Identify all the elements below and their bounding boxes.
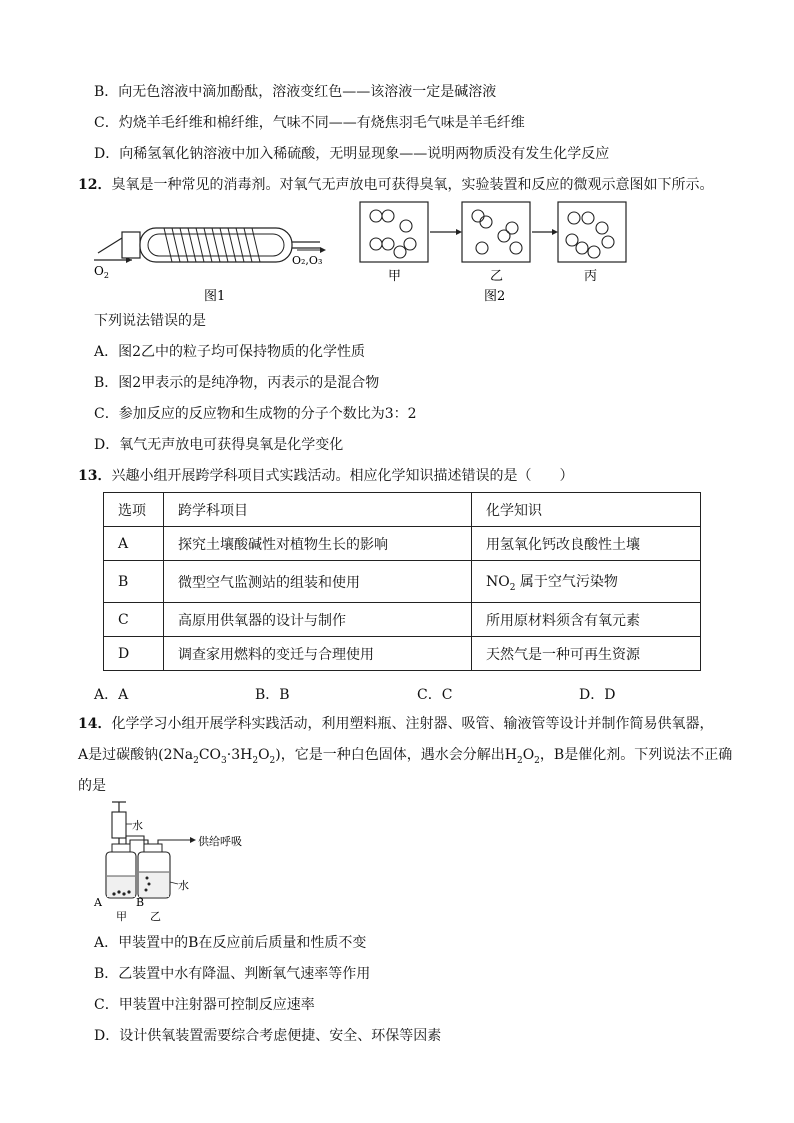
- q12-fig1-inlet-label: $O_2$: [94, 264, 109, 280]
- q13-option-c: C．C: [417, 687, 453, 703]
- table-cell-knowledge: $NO_2$ 属于空气污染物: [472, 561, 701, 603]
- table-cell-project: 高原用供氧器的设计与制作: [164, 603, 472, 637]
- q13-stem: 兴趣小组开展跨学科项目式实践活动。相应化学知识描述错误的是（ ）: [111, 468, 574, 484]
- table-header: 跨学科项目: [164, 493, 472, 527]
- q14-stem-line-1: [78, 714, 713, 734]
- table-cell-option: B: [104, 561, 164, 603]
- q14-option-c: C．甲装置中注射器可控制反应速率: [94, 997, 315, 1013]
- q12-option-a: A．图2乙中的粒子均可保持物质的化学性质: [94, 344, 366, 360]
- table-cell-option: A: [104, 527, 164, 561]
- q13-stem-line: [78, 466, 573, 486]
- q14-stem-line-3: 的是: [78, 778, 106, 794]
- q14-fig-label-yi: 乙: [150, 910, 161, 923]
- q12-fig2-label-yi: 乙: [490, 269, 504, 284]
- q12-fig2-caption: 图2: [484, 289, 506, 304]
- q12-option-b: B．图2甲表示的是纯净物，丙表示的是混合物: [94, 375, 380, 391]
- table-cell-option: C: [104, 603, 164, 637]
- q14-fig-water-right: 水: [178, 879, 189, 892]
- q13-number: 13．: [78, 468, 112, 484]
- q14-stem-line-2: A是过碳酸钠$(2Na_2CO_3\cdot 3H_2O_2)$，它是一种白色固体，遇水会分解出$H_2O_2$，B是催化剂。下列说法不正确: [78, 747, 733, 766]
- table-cell-project: 微型空气监测站的组装和使用: [164, 561, 472, 603]
- table-cell-knowledge: 天然气是一种可再生资源: [472, 637, 701, 671]
- q12-stem-line: [78, 175, 713, 195]
- q13-option-a: A．A: [94, 687, 129, 703]
- q14-option-d: D．设计供氧装置需要综合考虑便捷、安全、环保等因素: [94, 1028, 442, 1044]
- q14-stem-1: 化学学习小组开展学科实践活动，利用塑料瓶、注射器、吸管、输液管等设计并制作简易供氧器，: [111, 716, 714, 732]
- table-cell-option: D: [104, 637, 164, 671]
- table-header: 选项: [104, 493, 164, 527]
- table-cell-knowledge: 用氢氧化钙改良酸性土壤: [472, 527, 701, 561]
- q13-option-d: D．D: [579, 687, 616, 703]
- q12-stem: 臭氧是一种常见的消毒剂。对氧气无声放电可获得臭氧，实验装置和反应的微观示意图如下所示。: [111, 177, 714, 193]
- q12-option-d: D．氧气无声放电可获得臭氧是化学变化: [94, 437, 344, 453]
- table-row: [104, 603, 701, 637]
- q14-fig-label-b: B: [136, 896, 145, 909]
- table-header: 化学知识: [472, 493, 701, 527]
- table-cell-project: 探究土壤酸碱性对植物生长的影响: [164, 527, 472, 561]
- q14-fig-supply-label: 供给呼吸: [198, 835, 242, 848]
- q14-fig-label-jia: 甲: [116, 910, 127, 923]
- q12-fig2-label-bing: 丙: [584, 269, 598, 284]
- table-cell-project: 调查家用燃料的变迁与合理使用: [164, 637, 472, 671]
- q14-option-b: B．乙装置中水有降温、判断氧气速率等作用: [94, 966, 371, 982]
- q14-fig-label-a: A: [94, 896, 102, 909]
- q12-fig2-label-jia: 甲: [388, 269, 402, 284]
- q13-table: [103, 492, 701, 671]
- q14-figure: [92, 800, 272, 928]
- q13-option-b: B．B: [255, 687, 290, 703]
- table-row: [104, 561, 701, 603]
- q11-option-d: D．向稀氢氧化钠溶液中加入稀硫酸，无明显现象——说明两物质没有发生化学反应: [94, 146, 610, 162]
- q12-number: 12．: [78, 177, 112, 193]
- table-cell-knowledge: 所用原材料须含有氧元素: [472, 603, 701, 637]
- q12-fig1-outlet-label: O₂,O₃: [292, 254, 323, 267]
- q12-figure-2: [352, 198, 642, 308]
- q14-option-a: A．甲装置中的B在反应前后质量和性质不变: [94, 935, 367, 951]
- q11-option-c: C．灼烧羊毛纤维和棉纤维，气味不同——有烧焦羽毛气味是羊毛纤维: [94, 115, 525, 131]
- q14-fig-water-top: 水: [132, 819, 143, 832]
- q11-option-b: B．向无色溶液中滴加酚酞，溶液变红色——该溶液一定是碱溶液: [94, 84, 497, 100]
- table-header-row: [104, 493, 701, 527]
- q12-prompt: 下列说法错误的是: [94, 313, 206, 329]
- table-row: [104, 527, 701, 561]
- q12-option-c: C．参加反应的反应物和生成物的分子个数比为3：2: [94, 406, 417, 422]
- q12-figure-1: [92, 208, 342, 308]
- table-row: [104, 637, 701, 671]
- q12-fig1-caption: 图1: [204, 289, 226, 304]
- q14-number: 14．: [78, 716, 112, 732]
